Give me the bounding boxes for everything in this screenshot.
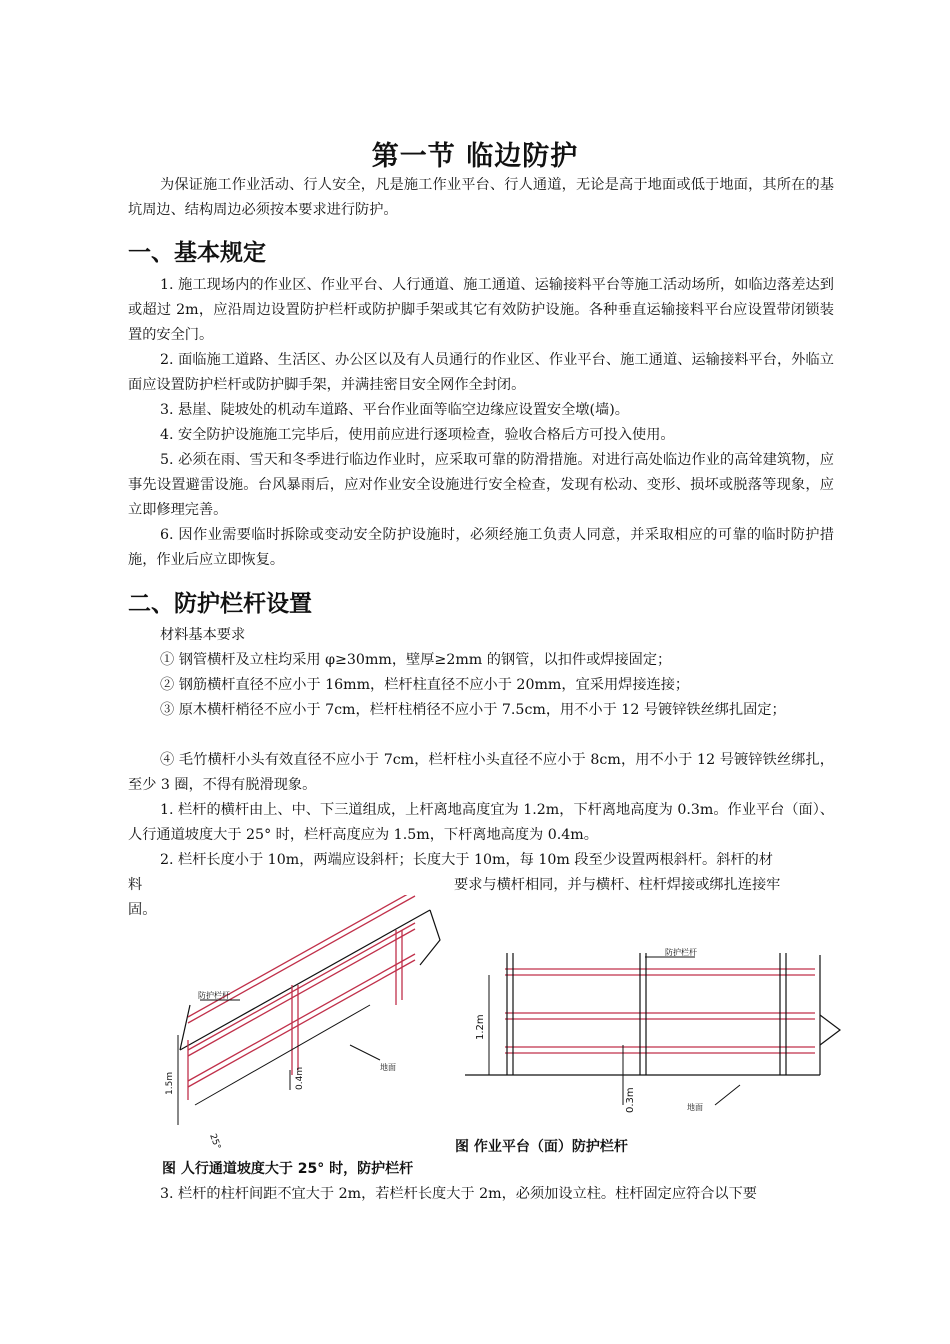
rule-3: 3. 悬崖、陡坡处的机动车道路、平台作业面等临空边缘应设置安全墩(墙)。 [160, 402, 629, 418]
rule-4: 4. 安全防护设施施工完毕后，使用前应进行逐项检查，验收合格后方可投入使用。 [160, 427, 675, 443]
section1-heading: 一、基本规定 [128, 240, 266, 266]
rule-6: 6. 因作业需要临时拆除或变动安全防护设施时，必须经施工负责人同意，并采取相应的可靠的临时防护措施，作业后应立即恢复。 [128, 527, 834, 568]
intro-paragraph: 为保证施工作业活动、行人安全，凡是施工作业平台、行人通道，无论是高于地面或低于地面，其所在的基坑周边、结构周边必须按本要求进行防护。 [128, 177, 834, 218]
rail-rule-3: 3. 栏杆的柱杆间距不宜大于 2m，若栏杆长度大于 2m，必须加设立柱。柱杆固定应符合以下要 [160, 1186, 757, 1202]
dim-angle: 25° [207, 1132, 223, 1152]
rail-low [188, 954, 415, 1081]
dim-low: 0.4m [295, 1066, 305, 1090]
figure-platform-railing [455, 935, 845, 1135]
dim-low: 0.3m [625, 1087, 636, 1113]
rail-rule-2-line3: 固。 [128, 902, 157, 918]
rail-mid [188, 923, 415, 1050]
figure1-caption: 图 人行通道坡度大于 25° 时，防护栏杆 [162, 1161, 414, 1177]
dim-height: 1.5m [165, 1071, 175, 1095]
break-mark [420, 910, 440, 965]
leader-ground [350, 1045, 380, 1060]
rail-rule-2-word: 料 [128, 877, 143, 893]
ground-slope [195, 1005, 370, 1105]
label-ground: 地面 [687, 1103, 703, 1112]
platform-posts [507, 953, 786, 1075]
page-title: 第一节 临边防护 [371, 141, 579, 172]
break-mark [820, 1015, 840, 1045]
rule-1: 1. 施工现场内的作业区、作业平台、人行通道、施工通道、运输接料平台等施工活动场所，如临边落差达到或超过 2m，应沿周边设置防护栏杆或防护脚手架或其它有效防护设施。各种垂直运输接料平台应设置带闭锁装置的安全门。 [128, 277, 834, 343]
slope-line [180, 910, 430, 1050]
material-1: ① 钢管横杆及立柱均采用 φ≥30mm，壁厚≥2mm 的钢管，以扣件或焊接固定； [160, 652, 672, 668]
dim-height: 1.2m [475, 1014, 486, 1040]
rail-rule-2-line2: 要求与横杆相同，并与横杆、柱杆焊接或绑扎连接牢 [454, 877, 781, 893]
rail-rule-1: 1. 栏杆的横杆由上、中、下三道组成，上杆离地高度宜为 1.2m，下杆离地高度为 0.3m。作业平台（面）、人行通道坡度大于 25° 时，栏杆高度应为 1.5m，下杆离地高度为 0.4m。 [128, 802, 834, 843]
leader-ground [715, 1085, 740, 1105]
figure-sloped-railing [150, 895, 450, 1155]
rail-top-2 [188, 896, 415, 1023]
rail-rule-2-line1: 2. 栏杆长度小于 10m，两端应设斜杆；长度大于 10m，每 10m 段至少设置两根斜杆。斜杆的材 [160, 852, 773, 868]
rule-5: 5. 必须在雨、雪天和冬季进行临边作业时，应采取可靠的防滑措施。对进行高处临边作业的高耸建筑物，应事先设置避雷设施。台风暴雨后，应对作业安全设施进行安全检查，发现有松动、变形、损坏或脱落等现象，应立即修理完善。 [128, 452, 834, 518]
material-title: 材料基本要求 [160, 627, 246, 643]
material-2: ② 钢筋横杆直径不应小于 16mm，栏杆柱直径不应小于 20mm，宜采用焊接连接； [160, 677, 690, 693]
section2-heading: 二、防护栏杆设置 [128, 591, 312, 617]
rule-2: 2. 面临施工道路、生活区、办公区以及有人员通行的作业区、作业平台、施工通道、运输接料平台，外临立面应设置防护栏杆或防护脚手架，并满挂密目安全网作全封闭。 [128, 352, 834, 393]
platform-rails [505, 969, 815, 1053]
label-rail: 防护栏杆 [665, 948, 697, 957]
figure2-caption: 图 作业平台（面）防护栏杆 [455, 1139, 628, 1155]
label-rail: 防护栏杆 [198, 991, 230, 1000]
label-ground: 地面 [380, 1063, 396, 1072]
material-3: ③ 原木横杆梢径不应小于 7cm，栏杆柱梢径不应小于 7.5cm，用不小于 12 号镀锌铁丝绑扎固定； [160, 702, 786, 718]
material-4: ④ 毛竹横杆小头有效直径不应小于 7cm，栏杆柱小头直径不应小于 8cm，用不小于 12 号镀锌铁丝绑扎，至少 3 圈，不得有脱滑现象。 [128, 752, 834, 793]
